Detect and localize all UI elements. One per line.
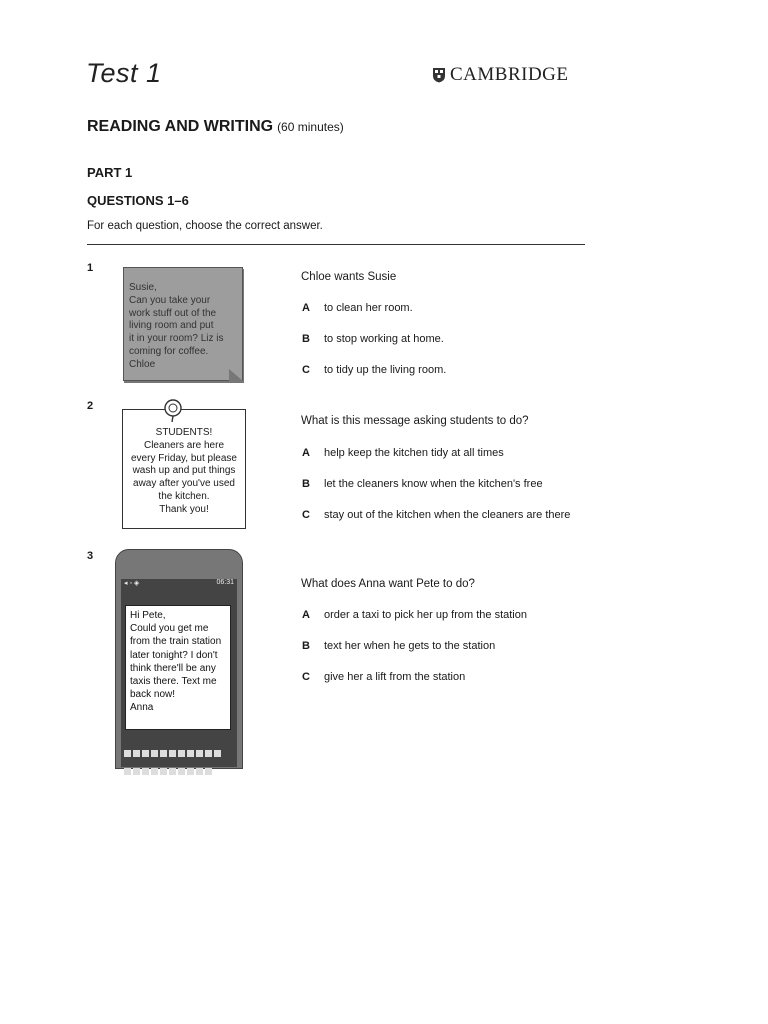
key xyxy=(124,768,131,775)
option-text: to stop working at home. xyxy=(324,333,444,345)
option-text: text her when he gets to the station xyxy=(324,640,496,652)
question-number-1: 1 xyxy=(87,262,94,274)
option-letter: B xyxy=(302,478,310,490)
message-line: later tonight? I don't xyxy=(130,649,218,661)
key xyxy=(205,768,212,775)
key xyxy=(178,750,185,757)
question-stem: Chloe wants Susie xyxy=(301,271,397,283)
question-stem: What is this message asking students to do? xyxy=(301,415,529,427)
key xyxy=(142,768,149,775)
notice-text xyxy=(122,427,246,517)
option-text: let the cleaners know when the kitchen's free xyxy=(324,478,543,490)
answer-option-c[interactable] xyxy=(302,364,446,376)
key xyxy=(133,768,140,775)
key xyxy=(124,750,131,757)
option-letter: A xyxy=(302,609,310,621)
note-line: away after you've used xyxy=(133,478,235,490)
answer-option-c[interactable] xyxy=(302,509,570,521)
note-line: Thank you! xyxy=(159,503,209,515)
answer-option-c[interactable] xyxy=(302,671,465,683)
note-line: STUDENTS! xyxy=(155,427,213,438)
option-letter: B xyxy=(302,640,310,652)
pinned-notice xyxy=(122,409,246,529)
status-time: 06:31 xyxy=(216,579,234,586)
message-line: Hi Pete, xyxy=(130,610,166,621)
message-line: think there'll be any xyxy=(130,662,216,674)
note-line: Cleaners are here xyxy=(143,439,225,451)
part-label: PART 1 xyxy=(87,165,133,180)
note-line: living room and put xyxy=(129,320,214,332)
pin-icon xyxy=(160,397,186,423)
option-letter: C xyxy=(302,671,310,683)
key xyxy=(160,768,167,775)
note-text xyxy=(124,268,242,372)
question-stem: What does Anna want Pete to do? xyxy=(301,578,475,590)
note-line: Can you take your xyxy=(129,294,211,306)
key xyxy=(214,750,221,757)
option-text: order a taxi to pick her up from the station xyxy=(324,609,527,621)
key xyxy=(151,768,158,775)
note-line: wash up and put things xyxy=(132,465,236,477)
page-curl xyxy=(229,369,243,381)
key xyxy=(151,750,158,757)
text-message xyxy=(125,605,231,730)
answer-option-b[interactable] xyxy=(302,333,444,345)
answer-option-a[interactable] xyxy=(302,447,504,459)
instruction-text: For each question, choose the correct answer. xyxy=(87,220,323,232)
option-text: to clean her room. xyxy=(324,302,413,314)
note-line: every Friday, but please xyxy=(131,452,237,464)
key xyxy=(196,768,203,775)
note-line: Chloe xyxy=(129,358,156,370)
question-number-2: 2 xyxy=(87,400,94,412)
key xyxy=(169,750,176,757)
note-line: the kitchen. xyxy=(158,490,210,502)
sticky-note xyxy=(123,267,243,381)
note-line: it in your room? Liz is xyxy=(129,333,224,345)
answer-option-a[interactable] xyxy=(302,609,527,621)
message-line: from the train station xyxy=(130,636,222,648)
option-letter: A xyxy=(302,447,310,459)
test-title: Test 1 xyxy=(86,58,162,88)
section-title xyxy=(87,118,344,136)
key xyxy=(169,768,176,775)
phone-illustration xyxy=(115,549,243,767)
option-letter: C xyxy=(302,364,310,376)
key xyxy=(187,750,194,757)
answer-option-b[interactable] xyxy=(302,640,495,652)
answer-option-b[interactable] xyxy=(302,478,543,490)
option-text: give her a lift from the station xyxy=(324,671,466,683)
signal-icon: ◂ ◦ ◈ xyxy=(124,580,140,587)
option-letter: C xyxy=(302,509,310,521)
message-line: back now! xyxy=(130,689,176,701)
note-line: Susie, xyxy=(129,282,157,293)
brand-name: CAMBRIDGE xyxy=(450,64,569,85)
key xyxy=(187,768,194,775)
key xyxy=(205,750,212,757)
section-title-text: READING AND WRITING xyxy=(87,118,274,135)
question-number-3: 3 xyxy=(87,550,94,562)
section-duration: (60 minutes) xyxy=(277,120,344,134)
key xyxy=(178,768,185,775)
divider xyxy=(87,244,585,245)
option-letter: A xyxy=(302,302,310,314)
key xyxy=(196,750,203,757)
option-text: to tidy up the living room. xyxy=(324,364,447,376)
keyboard xyxy=(123,745,235,765)
key xyxy=(142,750,149,757)
status-bar xyxy=(121,579,237,589)
note-line: coming for coffee. xyxy=(129,345,209,357)
key xyxy=(160,750,167,757)
message-line: taxis there. Text me xyxy=(130,676,217,688)
shield-icon xyxy=(432,67,446,83)
message-line: Could you get me xyxy=(130,623,209,635)
note-line: work stuff out of the xyxy=(129,307,217,319)
answer-option-a[interactable] xyxy=(302,302,413,314)
option-text: stay out of the kitchen when the cleaners are there xyxy=(324,509,571,521)
questions-label: QUESTIONS 1–6 xyxy=(87,193,189,208)
cambridge-logo xyxy=(432,64,569,86)
message-line: Anna xyxy=(130,702,154,714)
option-letter: B xyxy=(302,333,310,345)
option-text: help keep the kitchen tidy at all times xyxy=(324,447,504,459)
key xyxy=(133,750,140,757)
